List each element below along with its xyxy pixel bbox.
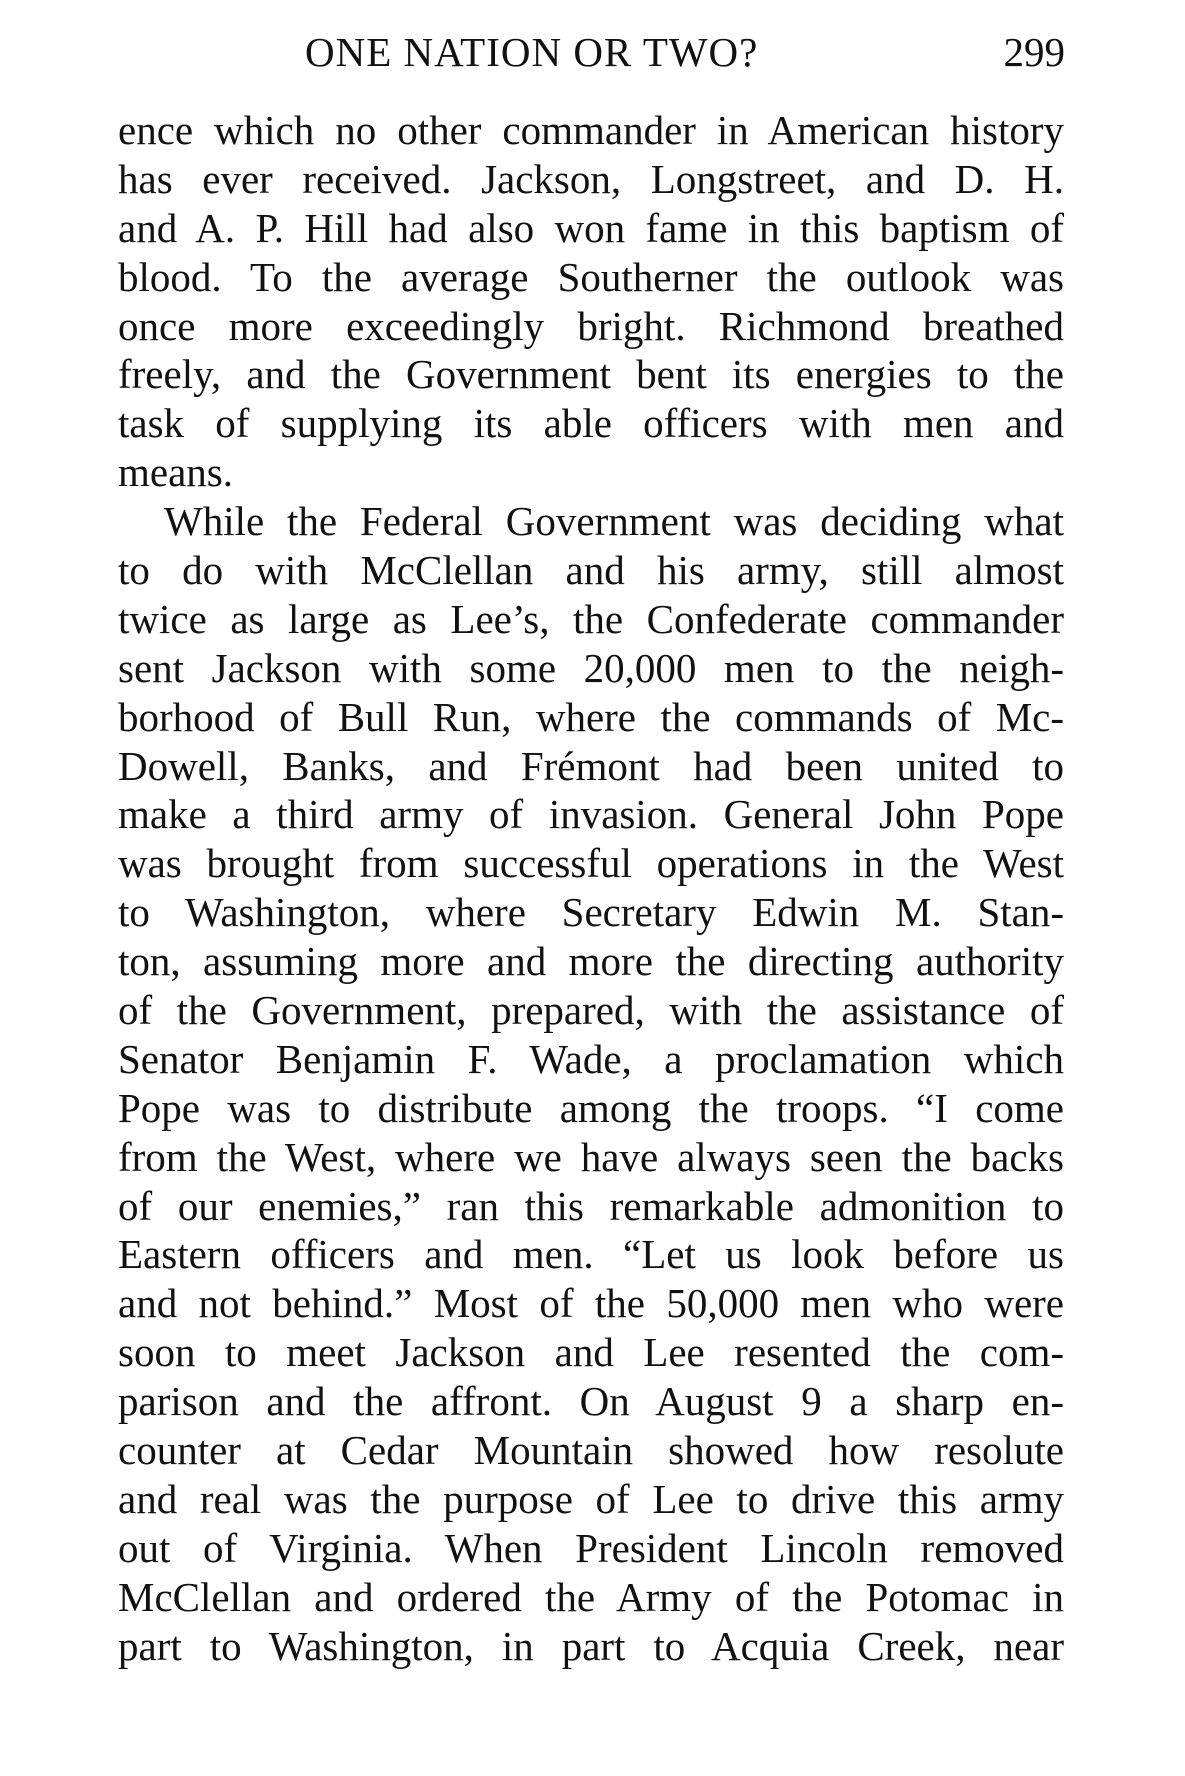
text-line: While the Federal Government was deciding what bbox=[164, 498, 1064, 545]
text-line: and A. P. Hill had also won fame in this baptism of bbox=[118, 204, 1064, 251]
text-line: of our enemies,” ran this remarkable admonition to bbox=[118, 1182, 1064, 1229]
text-line: McClellan and ordered the Army of the Potomac in bbox=[118, 1573, 1064, 1620]
page-number: 299 bbox=[1003, 29, 1065, 75]
running-title: ONE NATION OR TWO? bbox=[305, 29, 759, 75]
text-line: out of Virginia. When President Lincoln removed bbox=[118, 1524, 1064, 1571]
text-line: parison and the affront. On August 9 a sharp en- bbox=[118, 1378, 1064, 1425]
text-line: make a third army of invasion. General John Pope bbox=[118, 791, 1064, 838]
text-line: of the Government, prepared, with the assistance of bbox=[118, 987, 1064, 1034]
text-line: Pope was to distribute among the troops. “I come bbox=[118, 1084, 1064, 1131]
text-line: twice as large as Lee’s, the Confederate commander bbox=[118, 595, 1064, 642]
text-line: and not behind.” Most of the 50,000 men who were bbox=[118, 1280, 1064, 1327]
text-line: counter at Cedar Mountain showed how resolute bbox=[118, 1427, 1064, 1474]
text-line: ton, assuming more and more the directing authority bbox=[118, 938, 1064, 985]
text-line: task of supplying its able officers with men and bbox=[118, 400, 1064, 447]
text-line: Dowell, Banks, and Frémont had been united to bbox=[118, 742, 1064, 789]
body-text bbox=[118, 106, 1064, 1671]
text-line: part to Washington, in part to Acquia Creek, near bbox=[118, 1622, 1064, 1669]
text-line: sent Jackson with some 20,000 men to the neigh- bbox=[118, 644, 1064, 691]
text-line: has ever received. Jackson, Longstreet, and D. H. bbox=[118, 155, 1064, 202]
text-line: means. bbox=[118, 449, 233, 496]
text-line: was brought from successful operations in the West bbox=[118, 840, 1064, 887]
text-line: freely, and the Government bent its energies to the bbox=[118, 351, 1064, 398]
text-line: to Washington, where Secretary Edwin M. Stan- bbox=[118, 889, 1064, 936]
text-line: ence which no other commander in American history bbox=[118, 107, 1064, 153]
text-line: and real was the purpose of Lee to drive this army bbox=[118, 1475, 1064, 1522]
text-line: Eastern officers and men. “Let us look before us bbox=[118, 1231, 1064, 1278]
text-line: soon to meet Jackson and Lee resented the com- bbox=[118, 1329, 1064, 1376]
text-line: borhood of Bull Run, where the commands of Mc- bbox=[118, 693, 1064, 740]
text-line: Senator Benjamin F. Wade, a proclamation which bbox=[118, 1035, 1064, 1082]
page-header bbox=[120, 28, 1065, 88]
text-line: from the West, where we have always seen the backs bbox=[118, 1133, 1064, 1180]
text-line: blood. To the average Southerner the outlook was bbox=[118, 253, 1064, 300]
text-line: once more exceedingly bright. Richmond breathed bbox=[118, 302, 1064, 349]
text-line: to do with McClellan and his army, still almost bbox=[118, 547, 1064, 594]
